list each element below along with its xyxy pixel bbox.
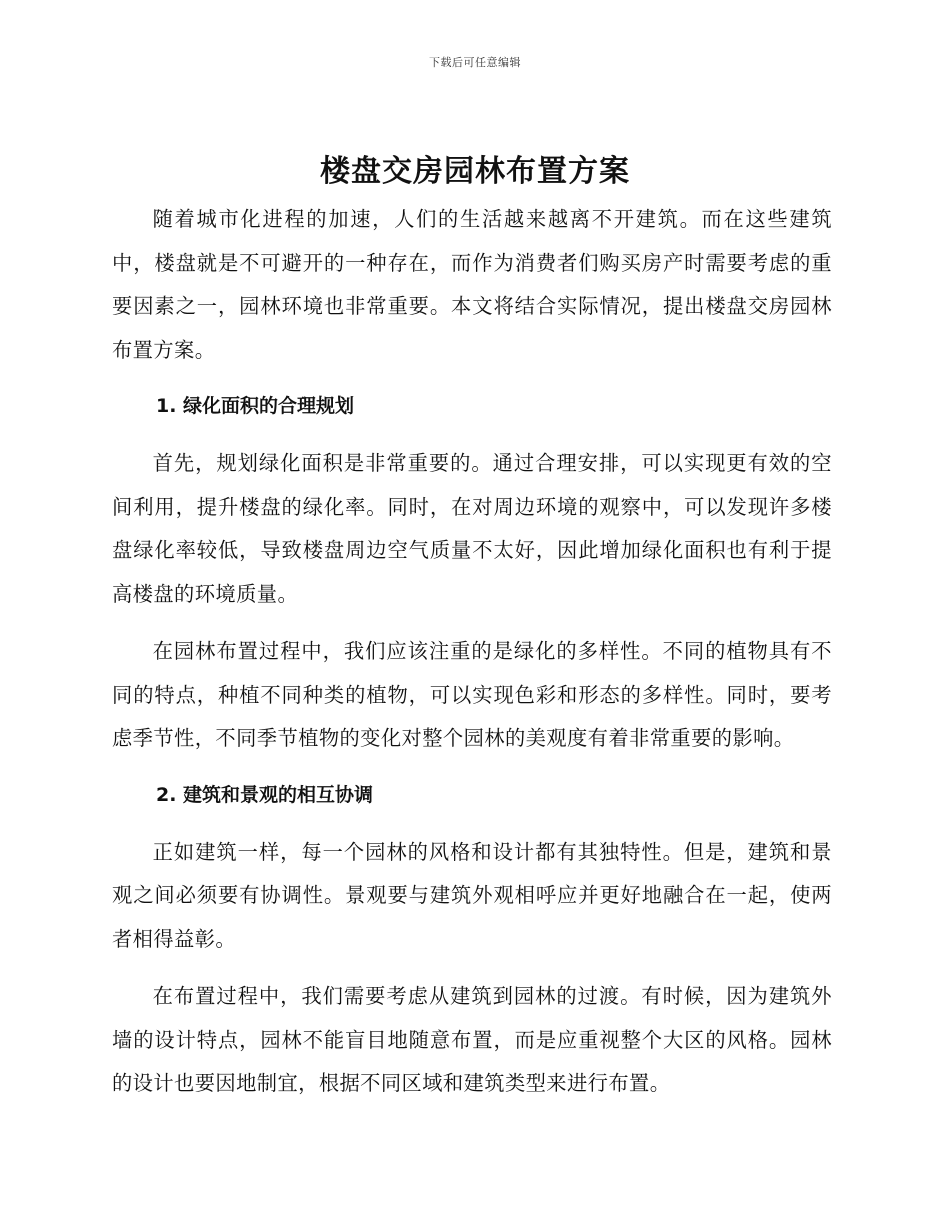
intro-paragraph: 随着城市化进程的加速，人们的生活越来越离不开建筑。而在这些建筑中，楼盘就是不可避开的一种存在，而作为消费者们购买房产时需要考虑的重要因素之一，园林环境也非常重要。本文将结合实际情况，提出楼盘交房园林布置方案。: [112, 207, 832, 362]
section-heading: 2. 建筑和景观的相互协调: [156, 783, 374, 806]
document-title: 楼盘交房园林布置方案: [320, 154, 630, 189]
body-paragraph: 首先，规划绿化面积是非常重要的。通过合理安排，可以实现更有效的空间利用，提升楼盘的绿化率。同时，在对周边环境的观察中，可以发现许多楼盘绿化率较低，导致楼盘周边空气质量不太好，因此增加绿化面积也有利于提高楼盘的环境质量。: [112, 451, 832, 606]
section-2: [112, 775, 832, 1106]
document-body: [112, 198, 832, 1120]
body-paragraph: 正如建筑一样，每一个园林的风格和设计都有其独特性。但是，建筑和景观之间必须要有协调性。景观要与建筑外观相呼应并更好地融合在一起，使两者相得益彰。: [112, 839, 832, 951]
header-note: 下载后可任意编辑: [429, 56, 521, 69]
section-1: [112, 386, 832, 761]
section-heading: 1. 绿化面积的合理规划: [156, 395, 355, 417]
body-paragraph: 在园林布置过程中，我们应该注重的是绿化的多样性。不同的植物具有不同的特点，种植不同种类的植物，可以实现色彩和形态的多样性。同时，要考虑季节性，不同季节植物的变化对整个园林的美观度有着非常重要的影响。: [112, 639, 832, 750]
body-paragraph: 在布置过程中，我们需要考虑从建筑到园林的过渡。有时候，因为建筑外墙的设计特点，园林不能盲目地随意布置，而是应重视整个大区的风格。园林的设计也要因地制宜，根据不同区域和建筑类型来进行布置。: [112, 984, 832, 1095]
